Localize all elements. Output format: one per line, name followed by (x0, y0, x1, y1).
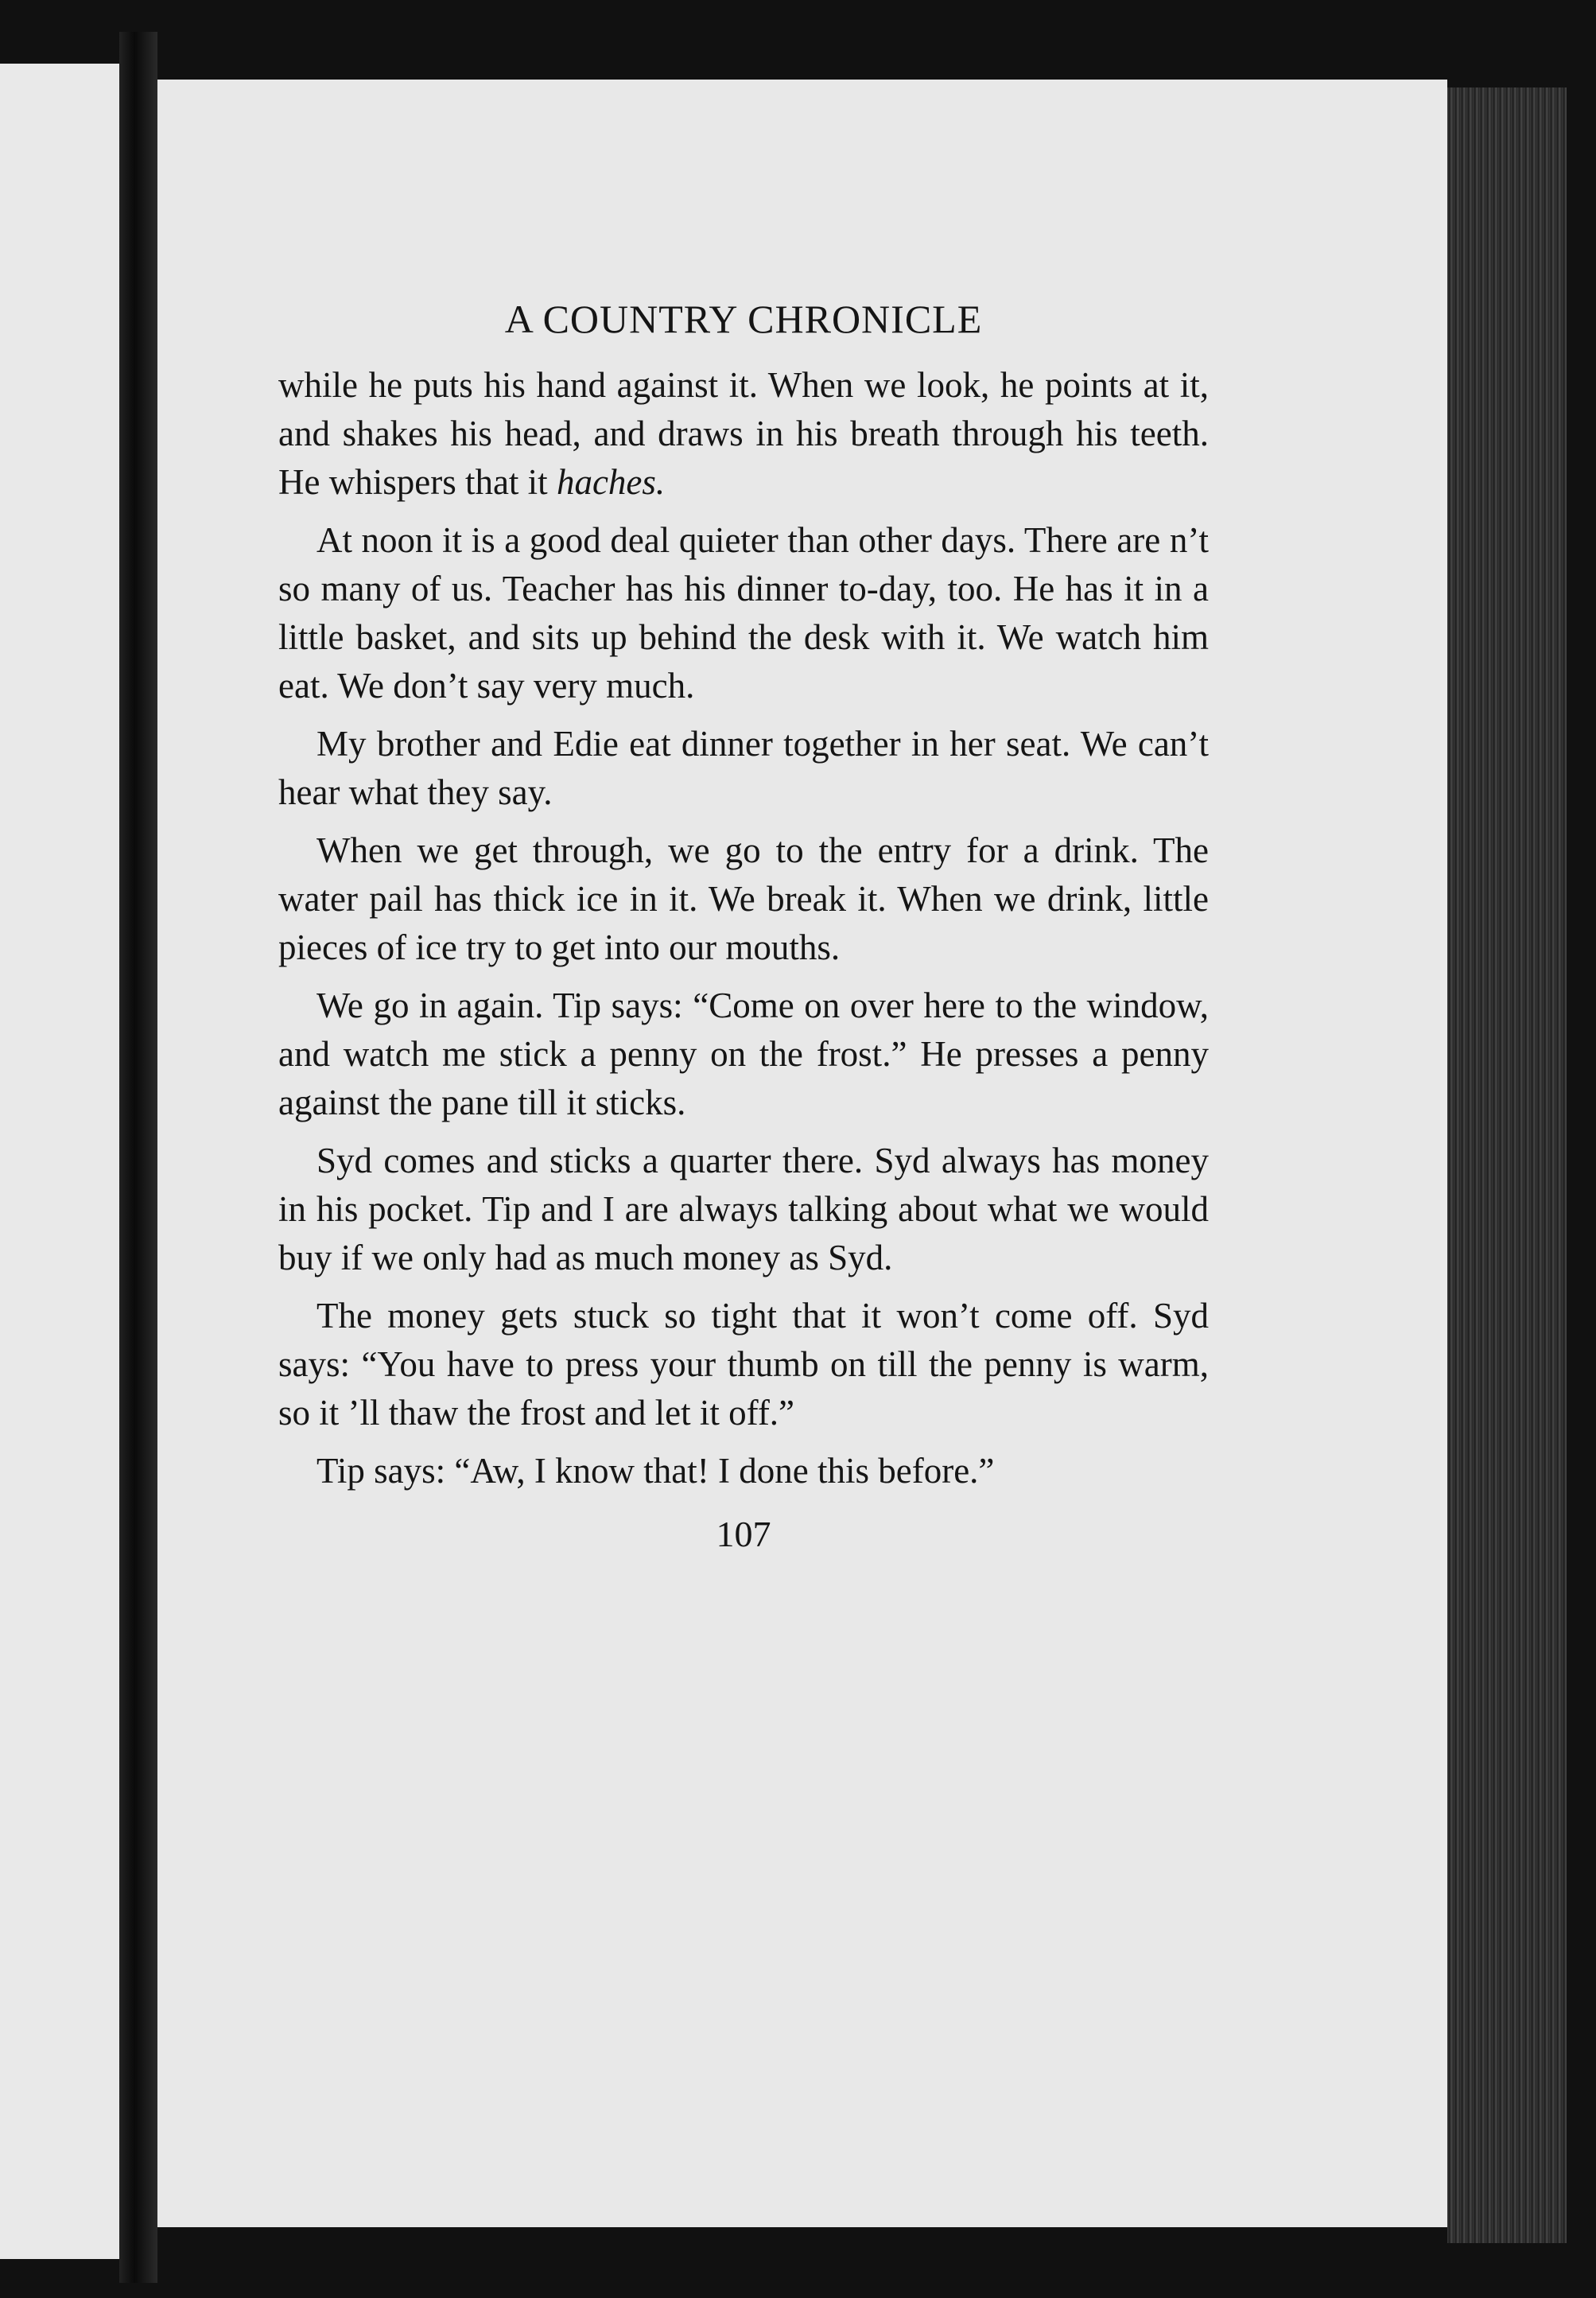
paragraph-4: When we get through, we go to the entry for a drink. The water pail has thick ice in it. We break it. When we drink, little pieces of ice try to get into our mouths. (278, 830, 1209, 967)
page-text-block (278, 294, 1209, 1555)
paragraph-5: We go in again. Tip says: “Come on over here to the window, and watch me stick a penny on the frost.” He presses a penny against the pane till it sticks. (278, 986, 1209, 1122)
page-number: 107 (716, 1514, 771, 1554)
paragraph-2: At noon it is a good deal quieter than other days. There are n’t so many of us. Teacher has his dinner to-day, too. He has it in a little basket, and sits up behind the desk with it. We watch him eat. We don’t say very much. (278, 520, 1209, 706)
paragraph-1: while he puts his hand against it. When we look, he points at it, and shakes his head, and draws in his breath through his teeth. He whispers that it haches. (278, 365, 1209, 502)
italic-word: haches. (556, 462, 666, 502)
page-stack-edge (1447, 87, 1567, 2243)
paragraph-6: Syd comes and sticks a quarter there. Syd always has money in his pocket. Tip and I are always talking about what we would buy if we only had as much money as Syd. (278, 1141, 1209, 1277)
paragraph-8: Tip says: “Aw, I know that! I done this before.” (316, 1451, 995, 1491)
paragraph-7: The money gets stuck so tight that it won’t come off. Syd says: “You have to press your thumb on till the penny is warm, so it ’ll thaw the frost and let it off.” (278, 1296, 1209, 1433)
facing-page-edge (0, 64, 119, 2259)
running-head: A COUNTRY CHRONICLE (504, 297, 983, 341)
paragraph-3: My brother and Edie eat dinner together in her seat. We can’t hear what they say. (278, 724, 1209, 812)
book-gutter (119, 32, 157, 2283)
